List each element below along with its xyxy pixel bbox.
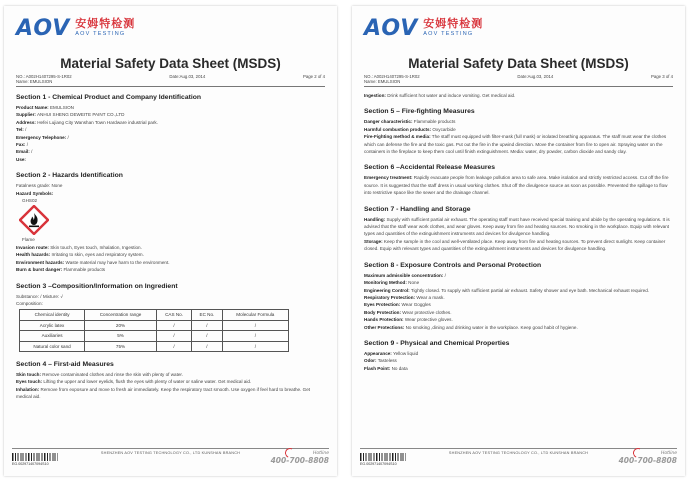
aov-logo: AOV [16,15,71,41]
field-row: Maximum admissible concentration: / [364,272,446,278]
table-header-row [20,310,289,320]
document-title: Material Safety Data Sheet (MSDS) [408,56,629,71]
flame-pictogram-icon [19,205,49,235]
flame-caption: Flame [22,237,35,243]
field-row: Danger characteristic: Flammable products [364,119,456,125]
section-7-title: Section 7 - Handling and Storage [364,205,471,213]
sample-name: Name: EMULSION [16,79,53,84]
hotline: Hotline 400-700-8808 [618,451,677,465]
field-row: Burn & burst danger: Flammable products [16,267,106,273]
document-title: Material Safety Data Sheet (MSDS) [60,56,281,71]
field-row: Storage: Keep the sample in the cool and well-ventilated place. Keep away from fire and heating sources. To prevent direct sunlight. Keep container closed. Equip with relevant types and quantities of the extinguishment instruments and devices for divulgence handling. [364,238,666,252]
field-row: Email: / [16,149,33,155]
hotline: Hotline 400-700-8808 [270,451,329,465]
barcode-icon [360,453,406,461]
field-row: Eyes touch: Lifting the upper and lower eyelids, flush the eyes with plenty of water or saline water. Get medical aid. [16,379,252,385]
table-header: Molecular Formula [222,310,288,320]
field-row: Body Protection: Wear protective clothes. [364,309,452,315]
barcode-number: EG.002971407094S10 [12,462,49,466]
section-3-title: Section 3 –Composition/Information on Ingredient [16,282,178,290]
field-row: Environment hazards: Waste material may have harm to the environment. [16,259,170,265]
field-row: Skin touch: Remove contaminated clothes and rinse the skin with plenty of water. [16,371,183,377]
field-row: Inhalation: Remove from exposure and move to fresh air immediately. Keep the respiratory tract smooth. Use oxygen if feel hard to breathe. Get medical aid. [16,386,311,400]
field-row: Appearance: Yellow liquid [364,350,419,356]
report-number: NO.: A002H1407295-S-1R02 [364,74,420,79]
field-row: Other Protections: No smoking ,dining and drinking water in the workplace. Keep good habit of hygiene. [364,324,578,330]
section-4-title: Section 4 – First-aid Measures [16,360,114,368]
hazard-symbols-label: Hazard Symbols: [16,190,54,196]
field-row: Tel: / [16,127,27,133]
barcode-number: EG.002971407094S10 [360,462,397,466]
section-8-title: Section 8 - Exposure Controls and Personal Protection [364,261,542,269]
field-row: Fire-Fighting method & media: The staff must equipped with filter-mask (full mask) or isolated breathing apparatus. The staff must wear the clothes which can defense the fire and the toxic gas. Put out the fire in the upwind direction. Move the container from fire to open air. Spraying water on the containers in the fireplace to keep them cool until finish extinguishment. Media: water, dry powder, carbon dioxide and sandy clay. [364,134,667,155]
field-row: Address: Hefei Lujiang City Wanshan Town Hardware industrial park. [16,119,158,125]
section-9-title: Section 9 - Physical and Chemical Properties [364,339,510,347]
field-row: Handling: Supply with sufficient partial air exhaust. The operating staff must have received special training and abide by the operating regulations. It is advised that the staff wear work clothes, and wear gloves. Keep away from fire and heating sources. No smoking in the workplace. Equip with relevant types and quantities of the extinguishment instruments and devices for divulgence handling. [364,216,670,237]
section-6-title: Section 6 –Accidental Release Measures [364,164,496,172]
report-date: Date:Aug.03, 2014 [169,74,206,79]
brand-name-cn: 安姆特检测 [75,17,136,30]
page-body [364,92,675,372]
report-date: Date:Aug.03, 2014 [517,74,554,79]
section-5-title: Section 5 – Fire-fighting Measures [364,108,475,116]
msds-page-2 [4,6,337,476]
brand-name-en: AOV TESTING [75,30,126,37]
hotline-number: 400-700-8808 [270,455,329,465]
divider [364,86,673,87]
table-header: Concentration range [85,310,157,320]
field-row: Odor: Tasteless [364,358,397,364]
table-row: Acrylic latex 20% / / / [20,320,289,330]
field-row: Emergency Telephone: / [16,134,69,140]
table-header: CAS No. [156,310,191,320]
composition-table [19,309,289,352]
field-row: Respiratory Protection: Wear a mask. [364,294,445,300]
table-row: Auxiliaries 5% / / / [20,331,289,341]
substance-mixture: Substance: / Mixture: √ [16,293,63,299]
field-row: Eyes Protection: Wear Goggles [364,302,431,308]
field-row: Fax: / [16,142,29,148]
page-number: Page 2 of 4 [303,74,325,79]
footer-company: SHENZHEN AOV TESTING TECHNOLOGY CO., LTD KUNSHAN BRANCH [448,450,589,455]
msds-page-3 [352,6,685,476]
section-2-title: Section 2 - Hazards Identification [16,172,123,180]
page-body [16,94,327,401]
composition-label: Composition: [16,300,43,306]
barcode-icon [12,453,58,461]
fatalness-grade: Fatalness grade: None [16,183,63,189]
aov-logo: AOV [364,15,419,41]
divider [16,86,325,87]
hotline-number: 400-700-8808 [618,455,677,465]
table-header: EC No. [192,310,223,320]
field-row: Invasion route: Skin touch, Eyes touch, Inhalation, Ingestion. [16,244,142,250]
field-row: Flash Point: No data [364,365,408,371]
footer-company: SHENZHEN AOV TESTING TECHNOLOGY CO., LTD KUNSHAN BRANCH [100,450,241,455]
document-meta [16,74,325,86]
brand-header [16,14,135,42]
field-row: Engineering Control: Tightly closed. To supply with sufficient partial air exhaust. Safety shower and eye bath. Mechanical exhaust required. [364,287,650,293]
table-row: Natural color sand 75% / / / [20,341,289,351]
brand-name-cn: 安姆特检测 [423,17,484,30]
field-row: Product Name: EMULSION [16,105,74,110]
document-meta [364,74,673,86]
table-header: Chemical identity [20,310,85,320]
page-number: Page 3 of 4 [651,74,673,79]
field-row: Harmful combustion products: Oxycarbide [364,126,456,132]
field-row: Health hazards: Irritating to skin, eyes and respiratory system. [16,252,144,258]
report-number: NO.: A002H1407295-S-1R02 [16,74,72,79]
section-1-title: Section 1 - Chemical Product and Company Identification [16,94,202,101]
page-footer [12,448,329,470]
field-row: Use: [16,156,26,162]
page-footer [360,448,677,470]
field-row: Ingestion: Drink sufficient hot water and induce vomiting. Get medical aid. [364,93,516,98]
brand-name-en: AOV TESTING [423,30,474,37]
field-row: Monitoring Method: None [364,280,420,286]
ghs-code: GHS02 [22,198,38,204]
field-row: Supplier: ANHUI SHENG DEWEITE PAINT CO.,LTD [16,112,125,118]
field-row: Hands Protection: Wear protective gloves. [364,317,453,323]
sample-name: Name: EMULSION [364,79,401,84]
brand-header [364,14,483,42]
field-row: Emergency treatment: Rapidly evacuate people from leakage pollution area to safe area. Make isolation and strictly restricted access. Cut off the fire source. It is suggested that the staff dress in usual working clothes. Shut off the divulgence source as soon as possible. Prevented the spillage to flow into restrictive space like the sewer and the drainage channel. [364,175,669,196]
